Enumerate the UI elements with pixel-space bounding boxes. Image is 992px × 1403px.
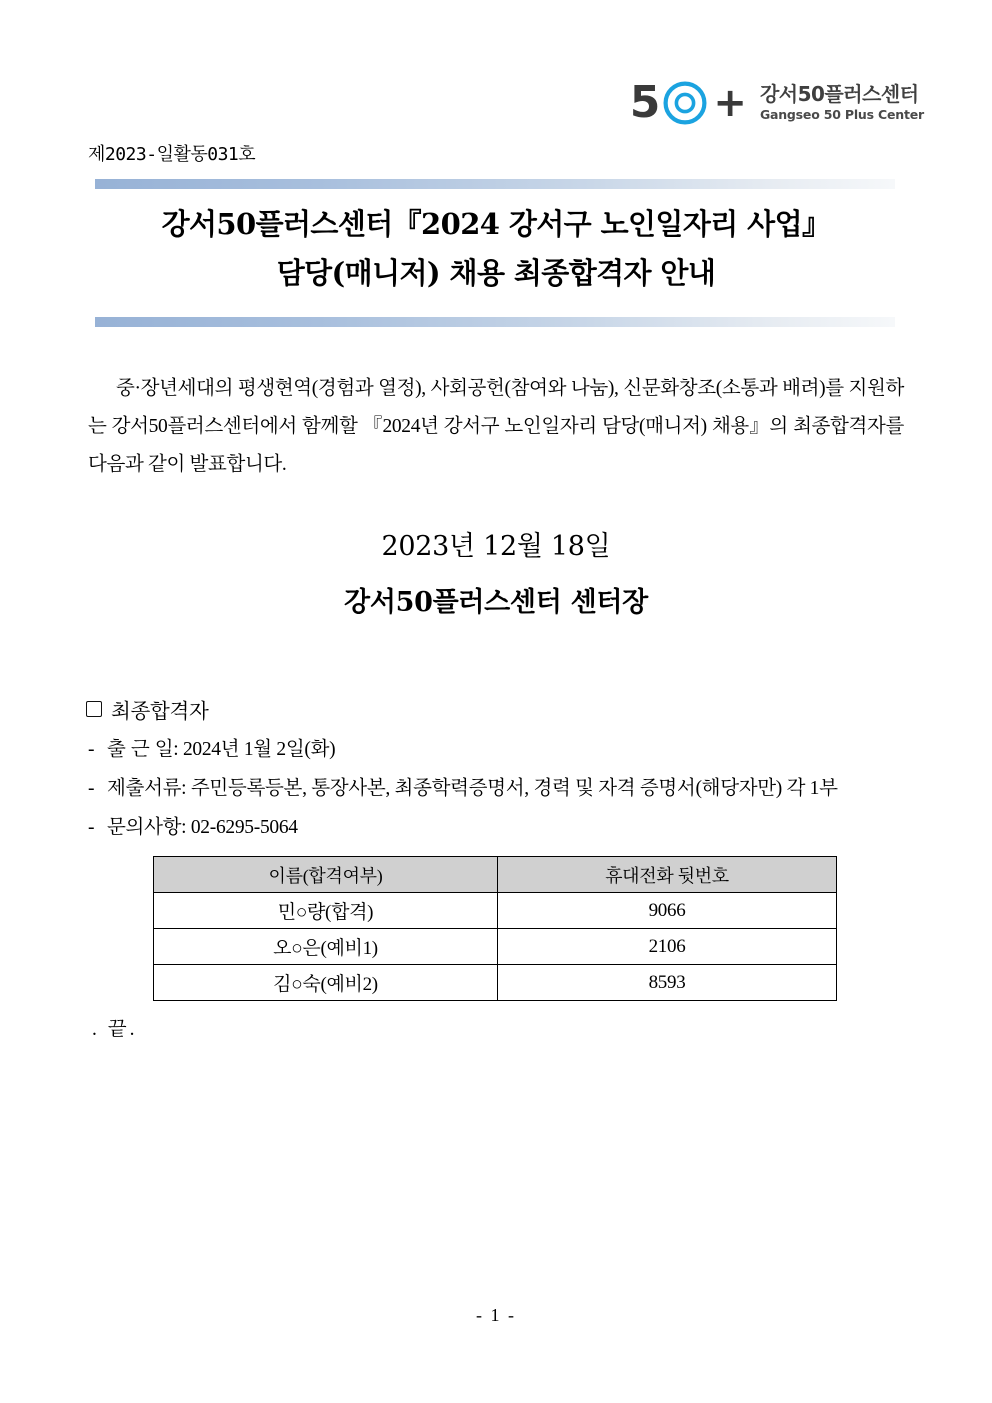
table-row — [154, 965, 837, 1001]
table-header-name: 이름(합격여부) — [154, 857, 498, 893]
empty-checkbox-icon — [86, 701, 102, 717]
bullet-label-inquiry: 문의사항: — [107, 817, 187, 838]
bullet-dash: - — [88, 739, 95, 760]
table-cell-name: 김○숙(예비2) — [154, 965, 498, 1001]
table-header-phone: 휴대전화 뒷번호 — [498, 857, 837, 893]
logo-mark — [629, 77, 747, 128]
section-heading-final-passers — [86, 694, 209, 724]
table-cell-phone: 2106 — [498, 929, 837, 965]
table-row — [154, 893, 837, 929]
page-title-line-2: 담당(매니저) 채용 최종합격자 안내 — [276, 256, 716, 290]
logo-plus-sign: + — [713, 80, 747, 126]
table-cell-phone: 9066 — [498, 893, 837, 929]
bullet-dash: - — [88, 817, 95, 838]
intro-paragraph — [88, 370, 904, 484]
bullet-label-start-date-c: 일 — [154, 739, 174, 760]
fifty-plus-ring-icon — [662, 80, 708, 126]
issue-date: 2023년 12월 18일 — [381, 531, 611, 562]
bullet-required-documents — [88, 772, 838, 800]
title-rule-top — [95, 179, 895, 189]
logo-digit-five: 5 — [629, 77, 660, 128]
page-title — [0, 200, 992, 298]
bullet-inquiry — [88, 811, 298, 839]
table-header-row — [154, 857, 837, 893]
intro-paragraph-text: 중·장년세대의 평생현역(경험과 열정), 사회공헌(참여와 나눔), 신문화창조(소통과 배려)를 지원하는 강서50플러스센터에서 함께할 『2024년 강서구 노인일자리 담당(매니저) 채용』의 최종합격자를 다음과 같이 발표합니다. — [88, 378, 904, 475]
logo-name-korean: 강서50플러스센터 — [759, 82, 919, 107]
section-heading-label: 최종합격자 — [111, 701, 209, 723]
logo-name-english: Gangseo 50 Plus Center — [759, 107, 924, 123]
bullet-label-start-date-a: 출 — [107, 739, 131, 760]
final-passers-table — [153, 856, 837, 1001]
logo-wordmark — [760, 84, 924, 121]
bullet-colon-start-date: : — [173, 739, 179, 760]
bullet-label-documents: 제출서류: — [107, 778, 187, 799]
table-cell-phone: 8593 — [498, 965, 837, 1001]
bullet-value-inquiry: 02-6295-5064 — [190, 817, 298, 838]
title-rule-bottom — [95, 317, 895, 327]
bullet-value-documents: 주민등록등본, 통장사본, 최종학력증명서, 경력 및 자격 증명서(해당자만) 각 1부 — [190, 778, 838, 799]
bullet-label-start-date-b: 근 — [130, 739, 155, 760]
table-cell-name: 민○량(합격) — [154, 893, 498, 929]
table-cell-name: 오○은(예비1) — [154, 929, 498, 965]
table-row — [154, 929, 837, 965]
page-title-line-1: 강서50플러스센터『2024 강서구 노인일자리 사업』 — [161, 207, 831, 241]
bullet-start-date — [88, 733, 335, 761]
page-number-footer: - 1 - — [476, 1305, 516, 1325]
center-logo — [629, 77, 924, 128]
document-number: 제2023-일활동031호 — [88, 144, 256, 165]
bullet-value-start-date: 2024년 1월 2일(화) — [182, 739, 336, 760]
document-end-mark: . 끝. — [92, 1019, 138, 1040]
signer-name: 강서50플러스센터 센터장 — [344, 587, 648, 618]
bullet-dash: - — [88, 778, 95, 799]
